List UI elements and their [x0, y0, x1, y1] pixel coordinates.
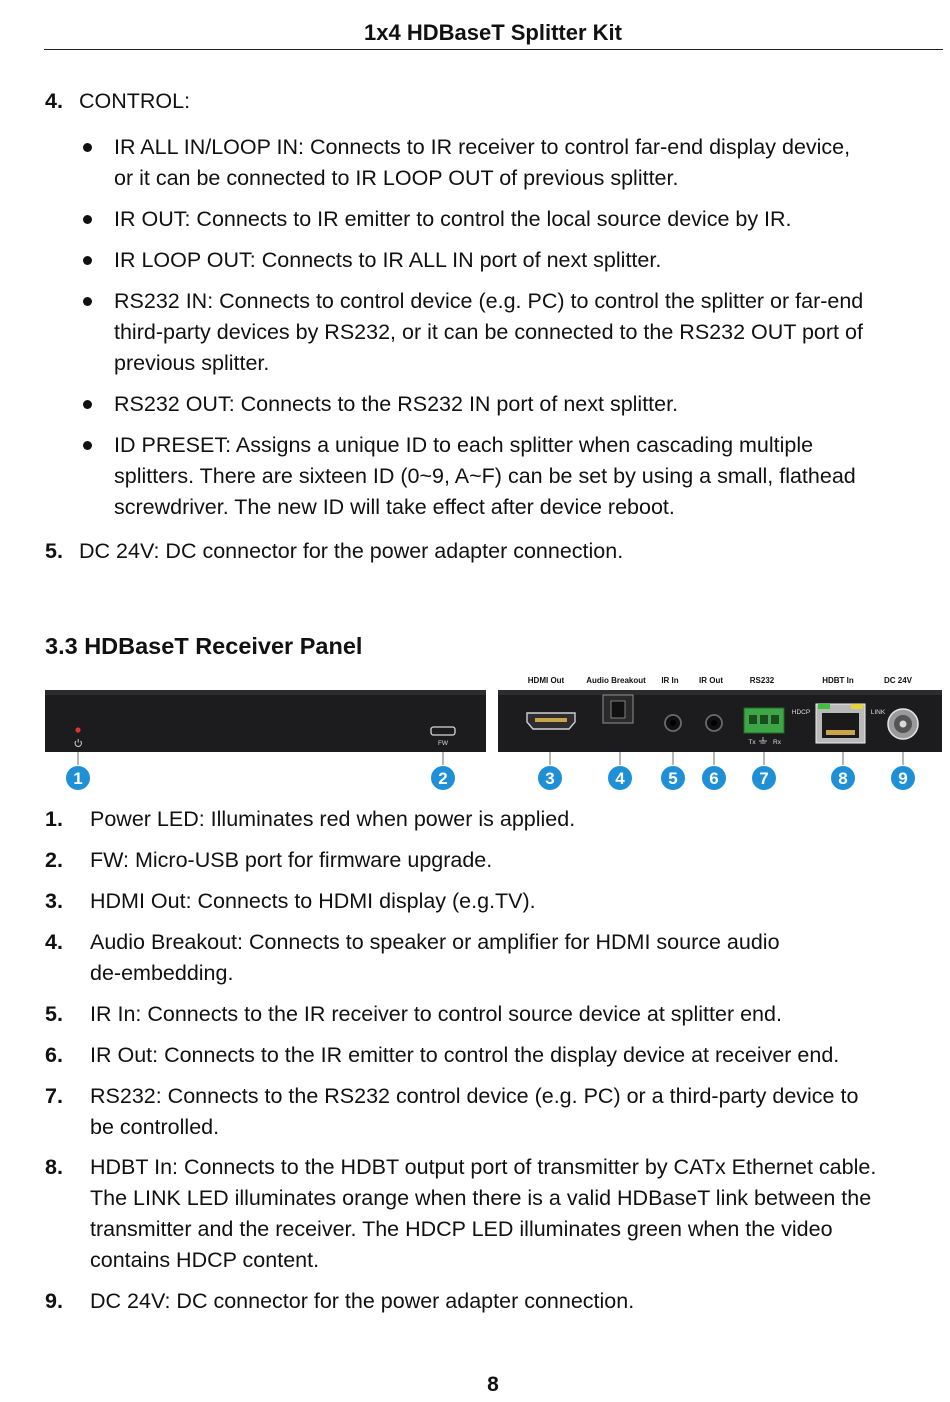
port-label-dc-24v: DC 24V [883, 676, 913, 685]
hdcp-led-icon [818, 704, 830, 709]
list-item-line: be controlled. [90, 1115, 220, 1139]
callout-4 [608, 766, 632, 790]
callout-leader-lines [78, 752, 903, 765]
list-item-number: 5. [45, 1002, 63, 1026]
header-rule [44, 49, 943, 50]
hdmi-port-icon [527, 713, 575, 729]
list-item-line: HDMI Out: Connects to HDMI display (e.g.TV). [90, 889, 536, 913]
bullet [83, 297, 92, 306]
port-label-audio-breakout: Audio Breakout [586, 676, 646, 685]
list-item-line: transmitter and the receiver. The HDCP LED illuminates green when the video [90, 1217, 833, 1241]
list-item-line: IR Out: Connects to the IR emitter to control the display device at receiver end. [90, 1043, 840, 1067]
list-item-line: RS232 IN: Connects to control device (e.g. PC) to control the splitter or far-end [114, 289, 864, 313]
svg-text:4: 4 [615, 769, 625, 788]
bullet [83, 441, 92, 450]
dc-item-number: 5. [45, 539, 63, 563]
list-item-line: RS232: Connects to the RS232 control device (e.g. PC) or a third-party device to [90, 1084, 859, 1108]
ir-out-jack-icon [706, 715, 722, 731]
list-item-number: 3. [45, 889, 63, 913]
svg-text:6: 6 [709, 769, 719, 788]
callout-8 [831, 766, 855, 790]
list-item-number: 7. [45, 1084, 63, 1108]
svg-text:1: 1 [73, 769, 83, 788]
rear-panel [498, 690, 942, 752]
list-item-number: 1. [45, 807, 63, 831]
list-item-line: RS232 OUT: Connects to the RS232 IN port of next splitter. [114, 392, 679, 416]
callout-9 [891, 766, 915, 790]
list-item-line: FW: Micro-USB port for firmware upgrade. [90, 848, 493, 872]
list-item-line: previous splitter. [114, 351, 270, 375]
callout-3 [538, 766, 562, 790]
rx-label: Rx [773, 739, 781, 746]
link-label: LINK [870, 709, 886, 716]
svg-text:3: 3 [545, 769, 555, 788]
list-item-line: IR ALL IN/LOOP IN: Connects to IR receiver to control far-end display device, [114, 135, 851, 159]
control-heading: CONTROL: [79, 89, 191, 113]
tx-label: Tx [748, 739, 756, 746]
list-item-line: third-party devices by RS232, or it can be connected to the RS232 OUT port of [114, 320, 863, 344]
list-item-line: The LINK LED illuminates orange when there is a valid HDBaseT link between the [90, 1186, 872, 1210]
svg-text:8: 8 [838, 769, 848, 788]
port-label-hdbt-in: HDBT In [822, 676, 854, 685]
list-item-line: IR OUT: Connects to IR emitter to control the local source device by IR. [114, 207, 792, 231]
dc-item-text: DC 24V: DC connector for the power adapter connection. [79, 539, 624, 563]
svg-text:7: 7 [759, 769, 769, 788]
bullet [83, 215, 92, 224]
list-item-line: DC 24V: DC connector for the power adapter connection. [90, 1289, 635, 1313]
svg-text:2: 2 [438, 769, 448, 788]
list-item-line: HDBT In: Connects to the HDBT output port of transmitter by CATx Ethernet cable. [90, 1155, 877, 1179]
svg-text:9: 9 [898, 769, 908, 788]
list-item-line: Power LED: Illuminates red when power is applied. [90, 807, 576, 831]
dc-power-jack-icon [888, 709, 918, 739]
ir-in-jack-icon [665, 715, 681, 731]
list-item-line: Audio Breakout: Connects to speaker or amplifier for HDMI source audio [90, 930, 780, 954]
callout-6 [702, 766, 726, 790]
hdcp-label: HDCP [791, 709, 811, 716]
control-number: 4. [45, 89, 63, 113]
power-led-icon [75, 727, 80, 732]
svg-text:5: 5 [668, 769, 678, 788]
list-item-number: 6. [45, 1043, 63, 1067]
page-number: 8 [487, 1373, 499, 1396]
list-item-number: 4. [45, 930, 63, 954]
rs232-terminal-icon [744, 708, 784, 733]
bullet [83, 400, 92, 409]
callout-5 [661, 766, 685, 790]
optical-audio-port-icon [603, 695, 633, 723]
rj45-port-icon [816, 704, 865, 743]
port-label-rs232: RS232 [749, 676, 775, 685]
list-item-number: 2. [45, 848, 63, 872]
list-item-line: ID PRESET: Assigns a unique ID to each splitter when cascading multiple [114, 433, 814, 457]
list-item-line: de-embedding. [90, 961, 234, 985]
list-item-number: 8. [45, 1155, 63, 1179]
list-item-line: screwdriver. The new ID will take effect after device reboot. [114, 495, 675, 519]
list-item-number: 9. [45, 1289, 63, 1313]
page-header-title: 1x4 HDBaseT Splitter Kit [364, 20, 622, 45]
section-heading: 3.3 HDBaseT Receiver Panel [45, 633, 363, 659]
port-label-ir-in: IR In [661, 676, 679, 685]
callout-1 [66, 766, 90, 790]
link-led-icon [851, 704, 863, 709]
fw-label: FW [437, 740, 449, 747]
port-label-hdmi-out: HDMI Out [527, 676, 565, 685]
receiver-panel-diagram [0, 668, 950, 796]
list-item-line: splitters. There are sixteen ID (0~9, A~F) can be set by using a small, flathead [114, 464, 856, 488]
port-label-ir-out: IR Out [699, 676, 723, 685]
bullet [83, 143, 92, 152]
callout-2 [431, 766, 455, 790]
front-panel [45, 690, 486, 752]
list-item-line: IR In: Connects to the IR receiver to control source device at splitter end. [90, 1002, 782, 1026]
callout-7 [752, 766, 776, 790]
bullet [83, 256, 92, 265]
list-item-line: or it can be connected to IR LOOP OUT of previous splitter. [114, 166, 679, 190]
list-item-line: contains HDCP content. [90, 1248, 320, 1272]
list-item-line: IR LOOP OUT: Connects to IR ALL IN port of next splitter. [114, 248, 662, 272]
